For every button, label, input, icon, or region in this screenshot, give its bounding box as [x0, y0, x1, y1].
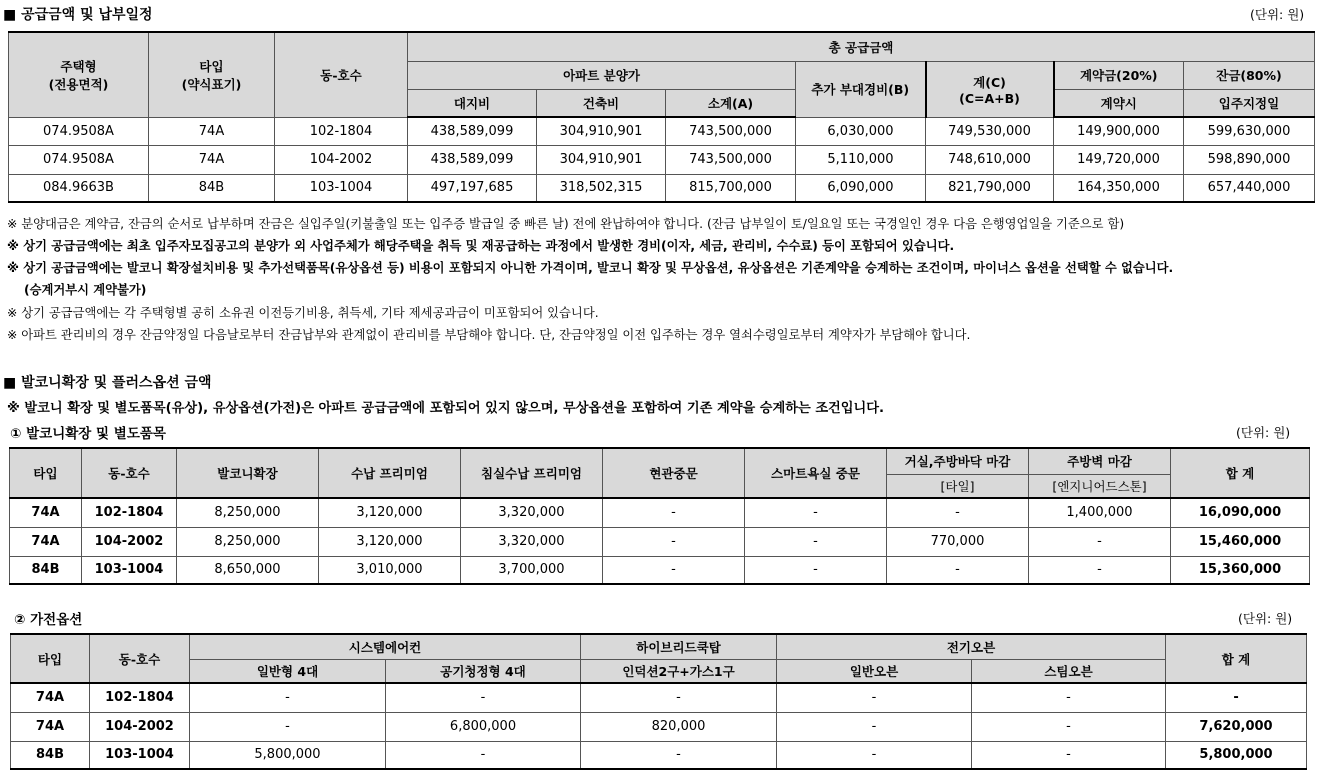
supply-price-table: [8, 31, 1315, 203]
table-row: 84B 103-1004 8,650,000 3,010,000 3,700,000 - - - - 15,360,000: [10, 556, 1310, 584]
header-sum: 계(C) (C=A+B): [926, 61, 1054, 117]
header-oven: 전기오븐: [777, 634, 1166, 659]
table-row: 84B 103-1004 5,800,000 - - - - 5,800,000: [11, 741, 1307, 769]
header-land: 대지비: [408, 89, 537, 117]
header-type: 타입 (약식표기): [149, 32, 275, 117]
note-3: ※ 상기 공급금액에는 발코니 확장설치비용 및 추가선택품목(유상옵션 등) 비용이 포함되지 아니한 가격이며, 발코니 확장 및 무상옵션, 유상옵션은 기존계약을 승계하는 조건이며, 마이너스 옵션을 선택할 수 없습니다.: [7, 261, 1174, 275]
note-1: ※ 분양대금은 계약금, 잔금의 순서로 납부하며 잔금은 실입주일(키불출일 또는 입주증 발급일 중 빠른 날) 전에 완납하여야 합니다. (잔금 납부일이 토/일요일 또는 국경일인 경우 다음 은행영업일을 기준으로 함): [7, 217, 1125, 231]
header-type: 타입: [11, 634, 90, 683]
header-balance: 잔금(80%): [1184, 61, 1315, 89]
subsection2-unit: (단위: 원): [1238, 611, 1293, 626]
header-aircon: 시스템에어컨: [190, 634, 581, 659]
table-row: 084.9663B 84B 103-1004 497,197,685 318,502,315 815,700,000 6,090,000 821,790,000 164,350,000 657,440,000: [9, 174, 1315, 202]
note-5: ※ 아파트 관리비의 경우 잔금약정일 다음날로부터 잔금납부와 관계없이 관리비를 부담해야 합니다. 단, 잔금약정일 이전 입주하는 경우 열쇠수령일로부터 계약자가 부담해야 합니다.: [7, 328, 971, 342]
header-contract: 계약금(20%): [1054, 61, 1184, 89]
table-row: 074.9508A 74A 104-2002 438,589,099 304,910,901 743,500,000 5,110,000 748,610,000 149,720,000 598,890,000: [9, 145, 1315, 174]
note-3-cont: (승계거부시 계약불가): [24, 283, 147, 297]
balcony-option-table: [9, 447, 1310, 585]
header-aircon-basic: 일반형 4대: [190, 659, 386, 683]
header-aircon-purify: 공기청정형 4대: [386, 659, 581, 683]
header-cooktop: 하이브리드쿡탑: [581, 634, 777, 659]
header-bedroom-storage: 침실수납 프리미엄: [461, 448, 603, 498]
header-total-supply: 총 공급금액: [408, 32, 1315, 61]
section2-note: ※ 발코니 확장 및 별도품목(유상), 유상옵션(가전)은 아파트 공급금액에 포함되어 있지 않으며, 무상옵션을 포함하여 기존 계약을 승계하는 조건입니다.: [7, 401, 885, 416]
header-living-floor-sub: [타일]: [887, 474, 1029, 498]
header-balcony: 발코니확장: [177, 448, 319, 498]
header-apt-sale: 아파트 분양가: [408, 61, 796, 89]
header-balance-sub: 입주지정일: [1184, 89, 1315, 117]
header-kitchen-wall: 주방벽 마감: [1029, 448, 1171, 474]
header-total: 합 계: [1171, 448, 1310, 498]
header-building: 건축비: [537, 89, 666, 117]
table-row: 74A 102-1804 - - - - - -: [11, 683, 1307, 712]
header-living-floor: 거실,주방바닥 마감: [887, 448, 1029, 474]
section1-title: ■ 공급금액 및 납부일정: [3, 7, 153, 23]
header-cooktop-sub: 인덕션2구+가스1구: [581, 659, 777, 683]
table-row: 74A 104-2002 8,250,000 3,120,000 3,320,000 - - 770,000 - 15,460,000: [10, 527, 1310, 556]
header-storage: 수납 프리미엄: [319, 448, 461, 498]
table-row: 074.9508A 74A 102-1804 438,589,099 304,910,901 743,500,000 6,030,000 749,530,000 149,900,000 599,630,000: [9, 117, 1315, 145]
note-2: ※ 상기 공급금액에는 최초 입주자모집공고의 분양가 외 사업주체가 해당주택을 취득 및 재공급하는 과정에서 발생한 경비(이자, 세금, 관리비, 수수료) 등이 포함되어 있습니다.: [7, 239, 955, 253]
header-unit-no: 동-호수: [90, 634, 190, 683]
section1-unit: (단위: 원): [1250, 7, 1305, 22]
subsection1-title: ① 발코니확장 및 별도품목: [10, 426, 166, 442]
section2-title: ■ 발코니확장 및 플러스옵션 금액: [3, 375, 212, 391]
subsection1-unit: (단위: 원): [1236, 425, 1291, 440]
header-unit-no: 동-호수: [275, 32, 408, 117]
appliance-option-table: [10, 633, 1307, 770]
header-subtotal: 소계(A): [666, 89, 796, 117]
note-4: ※ 상기 공급금액에는 각 주택형별 공히 소유권 이전등기비용, 취득세, 기타 제세공과금이 미포함되어 있습니다.: [7, 306, 599, 320]
table-row: 74A 102-1804 8,250,000 3,120,000 3,320,000 - - - 1,400,000 16,090,000: [10, 498, 1310, 527]
header-kitchen-wall-sub: [엔지니어드스톤]: [1029, 474, 1171, 498]
header-oven-basic: 일반오븐: [777, 659, 972, 683]
table-row: 74A 104-2002 - 6,800,000 820,000 - - 7,620,000: [11, 712, 1307, 741]
header-unit-no: 동-호수: [82, 448, 177, 498]
subsection2-title: ② 가전옵션: [14, 612, 83, 628]
header-housing-type: 주택형 (전용면적): [9, 32, 149, 117]
header-entrance-door: 현관중문: [603, 448, 745, 498]
header-extra-cost: 추가 부대경비(B): [796, 61, 926, 117]
header-total: 합 계: [1166, 634, 1307, 683]
header-contract-sub: 계약시: [1054, 89, 1184, 117]
header-oven-steam: 스팀오븐: [972, 659, 1166, 683]
header-type: 타입: [10, 448, 82, 498]
header-smart-bath: 스마트욕실 중문: [745, 448, 887, 498]
